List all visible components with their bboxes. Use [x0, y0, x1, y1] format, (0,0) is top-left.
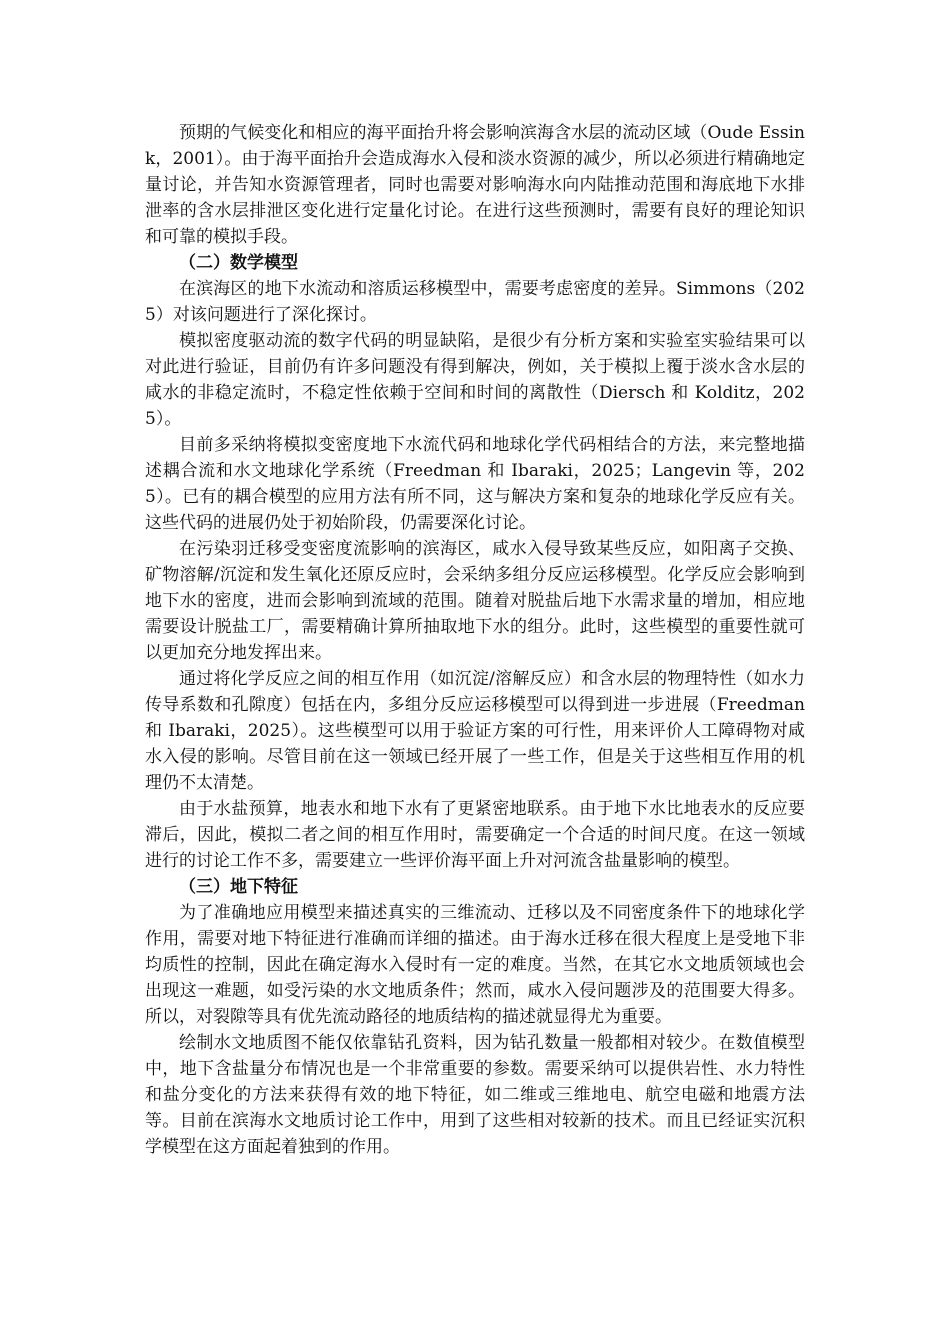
- section-heading-math-model: （二）数学模型: [179, 253, 298, 273]
- paragraph-hydrogeologic-mapping: 绘制水文地质图不能仅依靠钻孔资料，因为钻孔数量一般都相对较少。在数值模型中，地下含盐量分布情况也是一个非常重要的参数。需要采纳可以提供岩性、水力特性和盐分变化的方法来获得有效的地下特征，如二维或三维地电、航空电磁和地震方法等。目前在滨海水文地质讨论工作中，用到了这些相对较新的技术。而且已经证实沉积学模型在这方面起着独到的作用。: [145, 1033, 805, 1157]
- paragraph-surface-groundwater: 由于水盐预算，地表水和地下水有了更紧密地联系。由于地下水比地表水的反应要滞后，因此，模拟二者之间的相互作用时，需要确定一个合适的时间尺度。在这一领域进行的讨论工作不多，需要建立一些评价海平面上升对河流含盐量影响的模型。: [145, 799, 805, 871]
- paragraph-coupled-codes: 目前多采纳将模拟变密度地下水流代码和地球化学代码相结合的方法，来完整地描述耦合流和水文地球化学系统（Freedman 和 Ibaraki，2025；Langevin 等，2025）。已有的耦合模型的应用方法有所不同，这与解决方案和复杂的地球化学反应有关。这些代码的进展仍处于初始阶段，仍需要深化讨论。: [145, 435, 805, 533]
- paragraph-density-driven-flow: 模拟密度驱动流的数字代码的明显缺陷，是很少有分析方案和实验室实验结果可以对此进行验证，目前仍有许多问题没有得到解决，例如，关于模拟上覆于淡水含水层的咸水的非稳定流时，不稳定性依赖于空间和时间的离散性（Diersch 和 Kolditz，2025）。: [145, 331, 805, 429]
- paragraph-subsurface-characterization: 为了准确地应用模型来描述真实的三维流动、迁移以及不同密度条件下的地球化学作用，需要对地下特征进行准确而详细的描述。由于海水迁移在很大程度上是受地下非均质性的控制，因此在确定海水入侵时有一定的难度。当然，在其它水文地质领域也会出现这一难题，如受污染的水文地质条件；然而，咸水入侵问题涉及的范围要大得多。所以，对裂隙等具有优先流动路径的地质结构的描述就显得尤为重要。: [145, 903, 805, 1027]
- paragraph-climate-sea-level: 预期的气候变化和相应的海平面抬升将会影响滨海含水层的流动区域（Oude Essink，2001）。由于海平面抬升会造成海水入侵和淡水资源的减少，所以必须进行精确地定量讨论，并告知水资源管理者，同时也需要对影响海水向内陆推动范围和海底地下水排泄率的含水层排泄区变化进行定量化讨论。在进行这些预测时，需要有良好的理论知识和可靠的模拟手段。: [145, 123, 805, 247]
- document-body: [145, 120, 805, 1160]
- section-heading-subsurface: （三）地下特征: [179, 877, 298, 897]
- paragraph-density-difference: 在滨海区的地下水流动和溶质运移模型中，需要考虑密度的差异。Simmons（2025）对该问题进行了深化探讨。: [145, 279, 805, 325]
- paragraph-multicomponent-transport: 在污染羽迁移受变密度流影响的滨海区，咸水入侵导致某些反应，如阳离子交换、矿物溶解/沉淀和发生氧化还原反应时，会采纳多组分反应运移模型。化学反应会影响到地下水的密度，进而会影响到流域的范围。随着对脱盐后地下水需求量的增加，相应地需要设计脱盐工厂，需要精确计算所抽取地下水的组分。此时，这些模型的重要性就可以更加充分地发挥出来。: [145, 539, 805, 663]
- paragraph-chemical-interactions: 通过将化学反应之间的相互作用（如沉淀/溶解反应）和含水层的物理特性（如水力传导系数和孔隙度）包括在内，多组分反应运移模型可以得到进一步进展（Freedman 和 Ibaraki，2025）。这些模型可以用于验证方案的可行性，用来评价人工障碍物对咸水入侵的影响。尽管目前在这一领域已经开展了一些工作，但是关于这些相互作用的机理仍不太清楚。: [145, 669, 805, 793]
